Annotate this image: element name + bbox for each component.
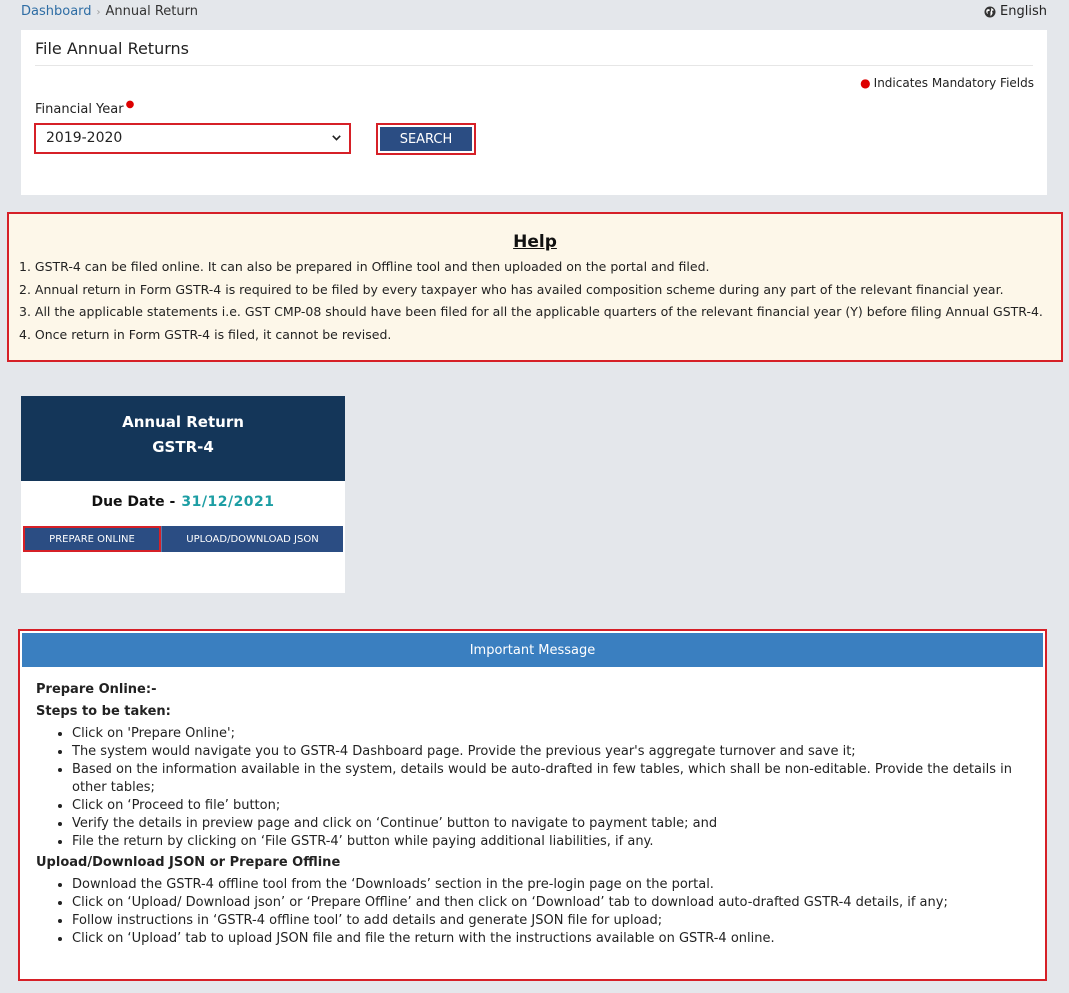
gstr4-return-card [21,396,345,593]
top-bar [0,0,1069,26]
due-date-label: Due Date - [91,494,176,510]
return-card-title: Annual Return [122,413,244,431]
help-item: 1. GSTR-4 can be filed online. It can also be prepared in Offline tool and then uploaded on the portal and filed. [19,259,710,274]
page-title: File Annual Returns [35,39,189,58]
list-item: • Based on the information available in the system, details would be auto-drafted in few tables, which shall be non-editable. Provide the details in other tables; [72,761,1029,797]
prepare-online-button[interactable]: PREPARE ONLINE [23,526,161,552]
list-item: • Click on 'Prepare Online'; [72,725,1029,743]
breadcrumb [21,4,198,19]
financial-year-label [35,99,135,117]
mandatory-fields-note [860,76,1034,90]
language-selector[interactable] [984,4,1047,19]
required-indicator-icon: ● [125,99,135,110]
search-button-highlight [376,123,476,155]
help-list [19,257,1043,347]
list-item: • Verify the details in preview page and click on ‘Continue’ button to navigate to payment table; and [72,815,1029,833]
important-message-panel [18,629,1047,981]
help-title: Help [513,232,557,252]
file-annual-returns-card [21,30,1047,195]
required-indicator-icon: ● [860,76,871,90]
breadcrumb-separator: › [96,7,101,18]
list-item: • Click on ‘Upload’ tab to upload JSON file and file the return with the instructions available on GSTR-4 online. [72,930,1029,948]
prepare-online-steps [36,725,1029,851]
due-date-row [21,494,345,510]
important-message-header: Important Message [22,633,1043,667]
upload-download-json-button[interactable]: UPLOAD/DOWNLOAD JSON [161,526,343,552]
title-divider [35,65,1033,66]
offline-steps [36,876,1029,948]
help-item: 4. Once return in Form GSTR-4 is filed, it cannot be revised. [19,326,392,342]
due-date-value: 31/12/2021 [181,494,275,510]
breadcrumb-current: Annual Return [105,4,198,19]
help-item: 3. All the applicable statements i.e. GST CMP-08 should have been filed for all the applicable quarters of the relevant financial year (Y) before filing Annual GSTR-4. [19,304,1043,320]
return-card-subtitle: GSTR-4 [152,438,214,456]
financial-year-select[interactable] [34,123,351,154]
language-label: English [1000,4,1047,19]
return-card-header [21,396,345,481]
list-item: • Follow instructions in ‘GSTR-4 offline tool’ to add details and generate JSON file for upload; [72,912,1029,930]
breadcrumb-dashboard-link[interactable]: Dashboard [21,4,92,19]
offline-heading: Upload/Download JSON or Prepare Offline [36,855,341,870]
list-item: • Click on ‘Upload/ Download json’ or ‘Prepare Offline’ and then click on ‘Download’ tab to download auto-drafted GSTR-4 details, if any; [72,894,1029,912]
financial-year-value: 2019-2020 [46,130,123,146]
globe-icon [984,6,996,18]
mandatory-note-text: Indicates Mandatory Fields [873,76,1034,90]
prepare-online-heading: Prepare Online:- [36,682,157,697]
search-button[interactable]: SEARCH [380,127,472,151]
chevron-down-icon [332,135,341,141]
important-message-body [36,681,1029,951]
list-item: • Click on ‘Proceed to file’ button; [72,797,1029,815]
help-item: 2. Annual return in Form GSTR-4 is required to be filed by every taxpayer who has availed composition scheme during any part of the relevant financial year. [19,281,1004,297]
return-card-actions [23,526,343,552]
steps-heading: Steps to be taken: [36,704,171,719]
list-item: • File the return by clicking on ‘File GSTR-4’ button while paying additional liabilities, if any. [72,833,1029,851]
list-item: • Download the GSTR-4 offline tool from the ‘Downloads’ section in the pre-login page on the portal. [72,876,1029,894]
help-panel [7,212,1063,362]
financial-year-label-text: Financial Year [35,102,124,117]
list-item: • The system would navigate you to GSTR-4 Dashboard page. Provide the previous year's aggregate turnover and save it; [72,743,1029,761]
